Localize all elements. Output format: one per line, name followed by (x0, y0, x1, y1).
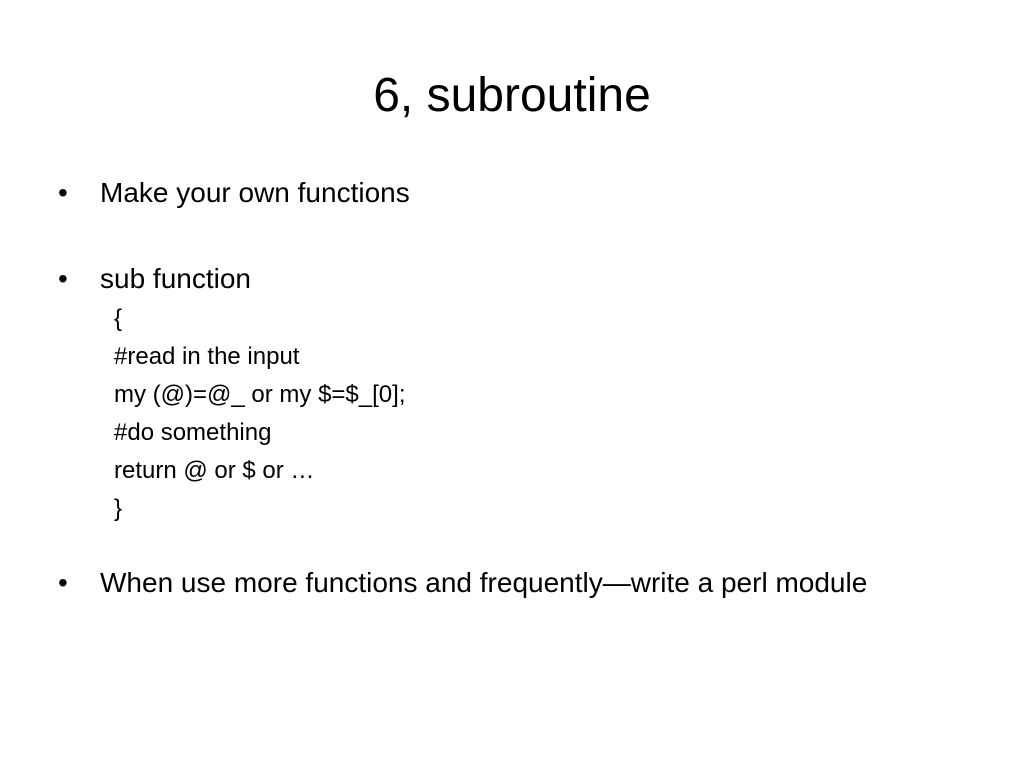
code-line: #read in the input (114, 343, 300, 370)
code-line: #do something (114, 419, 272, 446)
bullet-icon: • (58, 567, 68, 598)
code-line: { (114, 305, 123, 332)
bullet-text: When use more functions and frequently—write a perl module (100, 567, 868, 598)
code-line: return @ or $ or … (114, 457, 315, 484)
bullet-text: sub function (100, 263, 251, 294)
slide-content (58, 176, 938, 600)
bullet-icon: • (58, 263, 68, 294)
code-line: my (@)=@_ or my $=$_[0]; (114, 381, 406, 408)
bullet-icon: • (58, 177, 68, 208)
code-line: } (114, 495, 123, 522)
slide-title: 6, subroutine (373, 69, 651, 122)
bullet-item (58, 176, 938, 210)
bullet-item (58, 566, 938, 600)
bullet-text: Make your own functions (100, 177, 410, 208)
code-block (114, 300, 938, 528)
bullet-item (58, 262, 938, 296)
